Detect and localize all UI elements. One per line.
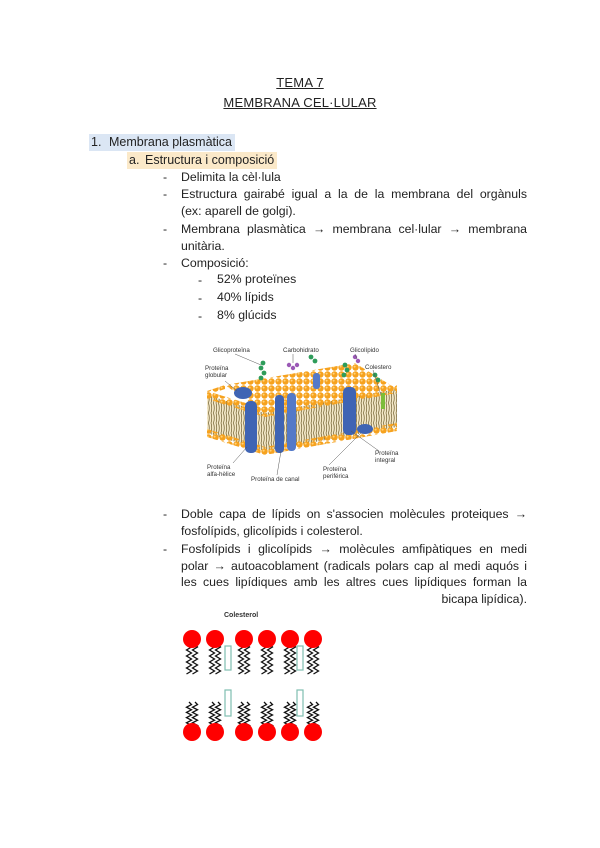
- bullet-item: [181, 169, 527, 186]
- bullet-line: bicapa lipídica).: [441, 591, 527, 606]
- bullet-line: Doble capa de lípids on s'associen molècules proteiques →: [181, 507, 527, 521]
- bullet-item: [181, 255, 527, 272]
- bullet-line: Estructura gairabé igual a la de la membrana del orgànuls: [181, 187, 527, 201]
- label-carbohydrate: Carbohidrato: [283, 347, 319, 354]
- lipid-tail: [245, 644, 250, 674]
- lipid-tail: [193, 644, 198, 674]
- bullet-item: [181, 541, 527, 607]
- lipid-tail: [239, 644, 244, 674]
- lipid-tail: [262, 644, 267, 674]
- label-globular-protein-1: Proteïna: [205, 365, 229, 372]
- composition-item: 40% lípids: [217, 290, 274, 304]
- label-glycoprotein: Glicoproteïna: [213, 347, 250, 354]
- bilayer-cholesterol-diagram: [180, 608, 330, 743]
- label-glycolipid: Glicolípido: [350, 347, 379, 354]
- channel-protein-b: [287, 393, 296, 451]
- bullet-item: [181, 506, 527, 539]
- bullet-item: [181, 186, 527, 219]
- label-cholesterol: Colestero: [365, 364, 392, 371]
- channel-protein-a: [275, 395, 284, 453]
- section-title: Membrana plasmàtica: [109, 135, 232, 149]
- label-globular-protein-2: globular: [205, 372, 228, 379]
- page-title: MEMBRANA CEL·LULAR: [223, 95, 377, 110]
- lipid-tail: [314, 644, 319, 674]
- label-channel-protein: Proteïna de canal: [251, 476, 300, 483]
- bullet-dash: -: [163, 222, 168, 236]
- subsection-letter: a.: [129, 153, 140, 167]
- bullet-line: Delimita la cèl·lula: [181, 170, 281, 184]
- lipid-head: [281, 723, 299, 741]
- bullet-line: unitària.: [181, 238, 225, 253]
- protein-alpha-helix: [245, 401, 257, 453]
- bullet-line: fosfolípids, glicolípids i colesterol.: [181, 523, 363, 538]
- bullet-dash: -: [163, 507, 168, 521]
- bullet-line: les cues lipídiques amb les altres cues lipídiques forman la: [181, 575, 527, 589]
- peripheral-protein: [357, 424, 373, 434]
- label-integral-protein-1: Proteïna: [375, 450, 399, 457]
- lipid-head: [206, 630, 224, 648]
- bullet-line: polar → autoacoblament (radicals polars cap al medi aquós i: [181, 558, 527, 573]
- label-peripheral-protein-2: periférica: [323, 473, 349, 480]
- globular-protein: [234, 387, 252, 399]
- lipid-tail: [210, 644, 215, 674]
- bullet-dash: -: [163, 170, 168, 184]
- bullet-dash: -: [163, 256, 168, 270]
- composition-item: 52% proteïnes: [217, 272, 297, 286]
- lipid-head: [258, 723, 276, 741]
- lipid-head: [281, 630, 299, 648]
- composition-item: 8% glúcids: [217, 308, 277, 322]
- subsection-title: Estructura i composició: [145, 153, 275, 167]
- sub-bullet-dash: -: [198, 309, 203, 323]
- phospholipids: [183, 630, 322, 741]
- lipid-head: [183, 723, 201, 741]
- topic-heading: TEMA 7: [276, 75, 324, 90]
- lipid-head: [258, 630, 276, 648]
- label-alpha-protein-1: Proteïna: [207, 464, 231, 471]
- bullet-item: [181, 221, 527, 254]
- label-peripheral-protein-1: Proteïna: [323, 466, 347, 473]
- cholesterol-label: Colesterol: [224, 612, 259, 619]
- cholesterol: [381, 393, 385, 409]
- lipid-tail: [216, 644, 221, 674]
- lipid-head: [304, 723, 322, 741]
- integral-protein: [343, 387, 356, 435]
- membrane-diagram: [205, 343, 405, 485]
- lipid-head: [206, 723, 224, 741]
- bullet-dash: -: [163, 542, 168, 556]
- bullet-line: Membrana plasmàtica → membrana cel·lular → membrana: [181, 222, 527, 236]
- lipid-head: [304, 630, 322, 648]
- label-alpha-protein-2: alfa-hèlice: [207, 471, 236, 478]
- sub-bullet-dash: -: [198, 273, 203, 287]
- section-number: 1.: [91, 135, 102, 149]
- cholesterol-ring: [225, 690, 231, 716]
- lipid-tail: [268, 644, 273, 674]
- lipid-tail: [291, 644, 296, 674]
- lipid-head: [235, 630, 253, 648]
- bullet-dash: -: [163, 187, 168, 201]
- bullet-line: (ex: aparell de golgi).: [181, 203, 296, 218]
- bullet-line: Fosfolípids i glicolípids → molècules amfipàtiques en medi: [181, 542, 527, 556]
- sub-bullet-dash: -: [198, 291, 203, 305]
- lipid-tail: [285, 644, 290, 674]
- lipid-head: [235, 723, 253, 741]
- label-integral-protein-2: integral: [375, 457, 396, 464]
- cholesterol-ring: [225, 646, 231, 670]
- lipid-tail: [308, 644, 313, 674]
- cholesterol-ring: [297, 646, 303, 670]
- cholesterol-ring: [297, 690, 303, 716]
- bullet-line: Composició:: [181, 256, 249, 270]
- section-heading: [89, 134, 235, 151]
- lipid-head: [183, 630, 201, 648]
- subsection-heading: [127, 152, 277, 169]
- lipid-tail: [187, 644, 192, 674]
